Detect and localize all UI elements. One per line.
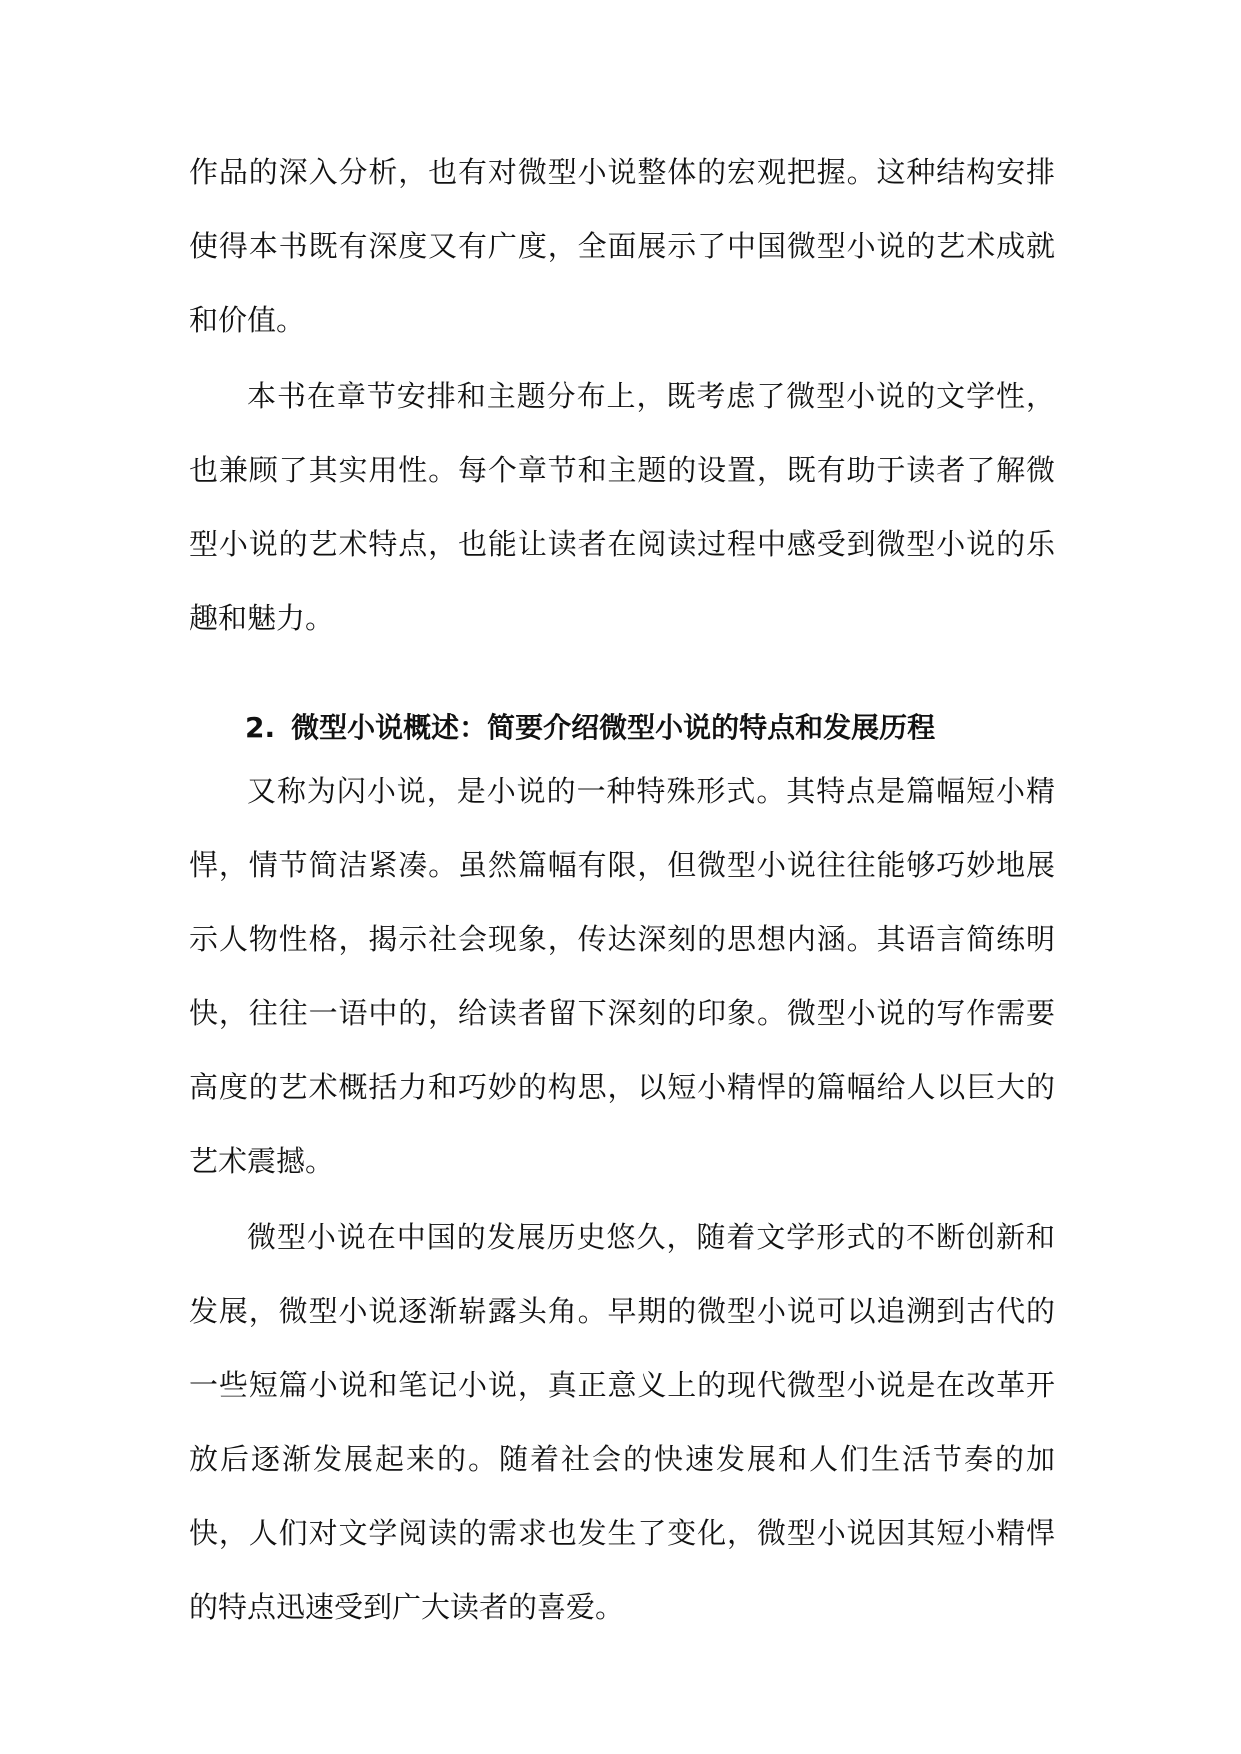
section-heading [245,703,935,753]
section-number: 2. [245,711,276,744]
paragraph-3: 又称为闪小说，是小说的一种特殊形式。其特点是篇幅短小精悍，情节简洁紧凑。虽然篇幅有限，但微型小说往往能够巧妙地展示人物性格，揭示社会现象，传达深刻的思想内涵。其语言简练明快，往往一语中的，给读者留下深刻的印象。微型小说的写作需要高度的艺术概括力和巧妙的构思，以短小精悍的篇幅给人以巨大的艺术震撼。 [189,774,1055,1178]
body-text-top [189,135,1055,655]
paragraph-1: 作品的深入分析，也有对微型小说整体的宏观把握。这种结构安排使得本书既有深度又有广度，全面展示了中国微型小说的艺术成就和价值。 [189,155,1055,337]
body-text-bottom [189,754,1055,1644]
paragraph-2: 本书在章节安排和主题分布上，既考虑了微型小说的文学性，也兼顾了其实用性。每个章节和主题的设置，既有助于读者了解微型小说的艺术特点，也能让读者在阅读过程中感受到微型小说的乐趣和魅力。 [189,379,1055,635]
paragraph-4: 微型小说在中国的发展历史悠久，随着文学形式的不断创新和发展，微型小说逐渐崭露头角。早期的微型小说可以追溯到古代的一些短篇小说和笔记小说，真正意义上的现代微型小说是在改革开放后逐渐发展起来的。随着社会的快速发展和人们生活节奏的加快，人们对文学阅读的需求也发生了变化，微型小说因其短小精悍的特点迅速受到广大读者的喜爱。 [189,1220,1055,1624]
section-title: 微型小说概述：简要介绍微型小说的特点和发展历程 [291,711,936,744]
